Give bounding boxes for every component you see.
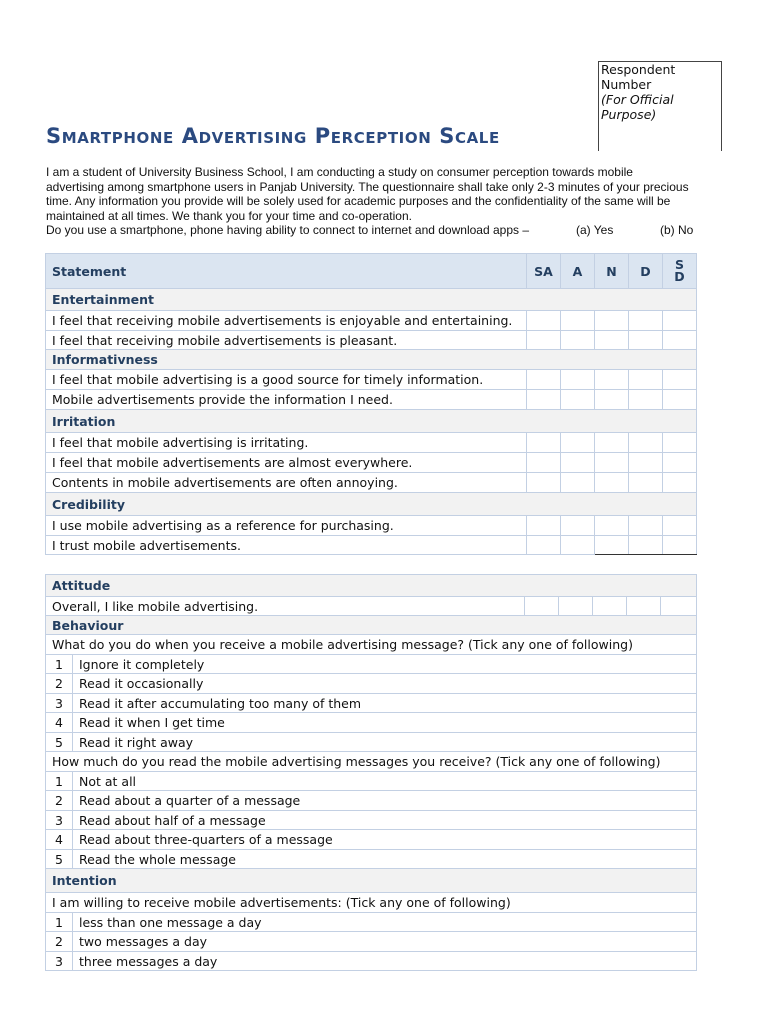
sa-cell[interactable] — [527, 536, 561, 555]
option-text: two messages a day — [73, 932, 697, 952]
sa-cell[interactable] — [527, 453, 561, 473]
section-row-intention — [46, 869, 697, 893]
option-text: Read the whole message — [73, 850, 697, 869]
n-cell[interactable] — [595, 433, 629, 453]
n-cell[interactable] — [595, 453, 629, 473]
option-number: 1 — [46, 772, 73, 791]
section-row-entertainment — [46, 289, 697, 311]
statement-text: I feel that receiving mobile advertisements is pleasant. — [46, 331, 527, 350]
n-cell[interactable] — [595, 516, 629, 536]
a-cell[interactable] — [561, 390, 595, 410]
table-row — [46, 453, 697, 473]
option-text: three messages a day — [73, 952, 697, 971]
table-row[interactable] — [46, 772, 697, 791]
n-cell[interactable] — [595, 370, 629, 390]
option-number: 5 — [46, 850, 73, 869]
statement-text: I feel that receiving mobile advertisements is enjoyable and entertaining. — [46, 311, 527, 331]
option-number: 4 — [46, 713, 73, 733]
question-text: How much do you read the mobile advertising messages you receive? (Tick any one of following) — [46, 752, 697, 772]
n-cell[interactable] — [595, 390, 629, 410]
option-text: Ignore it completely — [73, 655, 697, 674]
intro-line: time. Any information you provide will be solely used for academic purposes and the confidentiality of the same will be — [46, 194, 671, 209]
option-number: 3 — [46, 694, 73, 713]
table-row[interactable] — [46, 694, 697, 713]
table-row[interactable] — [46, 952, 697, 971]
section-title: Irritation — [46, 410, 697, 433]
d-cell[interactable] — [629, 536, 663, 555]
d-cell[interactable] — [629, 370, 663, 390]
a-cell[interactable] — [561, 516, 595, 536]
n-cell[interactable] — [595, 331, 629, 350]
d-cell[interactable] — [629, 473, 663, 493]
option-number: 2 — [46, 674, 73, 694]
option-text: Read about three-quarters of a message — [73, 830, 697, 850]
statement-text: I use mobile advertising as a reference for purchasing. — [46, 516, 527, 536]
sd-cell[interactable] — [663, 516, 697, 536]
page-title: Smartphone Advertising Perception Scale — [46, 124, 500, 148]
a-cell[interactable] — [561, 473, 595, 493]
option-number: 5 — [46, 733, 73, 752]
statement-text: I feel that mobile advertising is a good source for timely information. — [46, 370, 527, 390]
sa-cell[interactable] — [527, 473, 561, 493]
official-purpose-label: (For Official — [601, 92, 674, 107]
table-row[interactable] — [46, 850, 697, 869]
smartphone-question — [46, 223, 726, 238]
section-title: Informativness — [46, 350, 697, 370]
section-row-credibility — [46, 493, 697, 516]
d-cell[interactable] — [629, 311, 663, 331]
respondent-label: Respondent — [601, 62, 676, 77]
section-title: Intention — [46, 869, 697, 893]
d-cell[interactable] — [629, 331, 663, 350]
option-number: 4 — [46, 830, 73, 850]
number-label: Number — [601, 77, 652, 92]
option-number: 1 — [46, 655, 73, 674]
question-text: What do you do when you receive a mobile advertising message? (Tick any one of following) — [46, 635, 697, 655]
option-number: 3 — [46, 811, 73, 830]
section-row-irritation — [46, 410, 697, 433]
a-cell[interactable] — [561, 536, 595, 555]
d-header: D — [629, 254, 663, 289]
behaviour-table — [45, 574, 697, 971]
sa-cell[interactable] — [525, 597, 559, 616]
sa-cell[interactable] — [527, 370, 561, 390]
sa-cell[interactable] — [527, 390, 561, 410]
a-cell[interactable] — [561, 370, 595, 390]
option-text: Not at all — [73, 772, 697, 791]
table-row[interactable] — [46, 811, 697, 830]
question-text: I am willing to receive mobile advertisements: (Tick any one of following) — [46, 893, 697, 913]
option-text: Read it after accumulating too many of them — [73, 694, 697, 713]
intro-line: I am a student of University Business School, I am conducting a study on consumer perception towards mobile — [46, 165, 633, 179]
table-row — [46, 597, 697, 616]
no-option[interactable]: (b) No — [660, 223, 694, 238]
option-text: Read it right away — [73, 733, 697, 752]
option-text: Read it occasionally — [73, 674, 697, 694]
n-cell[interactable] — [593, 597, 627, 616]
table-row — [46, 390, 697, 410]
likert-table — [45, 253, 697, 555]
sd-cell[interactable] — [663, 536, 697, 555]
table-row[interactable] — [46, 733, 697, 752]
sd-cell[interactable] — [663, 473, 697, 493]
a-header: A — [561, 254, 595, 289]
yes-option[interactable]: (a) Yes — [576, 223, 614, 238]
respondent-number-box — [598, 61, 722, 151]
sd-cell[interactable] — [663, 390, 697, 410]
table-row[interactable] — [46, 655, 697, 674]
statement-text: Contents in mobile advertisements are often annoying. — [46, 473, 527, 493]
sa-cell[interactable] — [527, 433, 561, 453]
n-cell[interactable] — [595, 536, 629, 555]
section-title: Entertainment — [46, 289, 697, 311]
smartphone-question-text: Do you use a smartphone, phone having ability to connect to internet and download apps – — [46, 223, 529, 238]
d-cell[interactable] — [629, 433, 663, 453]
n-header: N — [595, 254, 629, 289]
table-row[interactable] — [46, 791, 697, 811]
a-cell[interactable] — [559, 597, 593, 616]
question-row — [46, 893, 697, 913]
d-cell[interactable] — [627, 597, 661, 616]
section-title: Credibility — [46, 493, 697, 516]
statement-text: I feel that mobile advertisements are almost everywhere. — [46, 453, 527, 473]
sd-cell[interactable] — [663, 453, 697, 473]
a-cell[interactable] — [561, 433, 595, 453]
table-row — [46, 370, 697, 390]
table-row[interactable] — [46, 674, 697, 694]
statement-header: Statement — [46, 254, 527, 289]
section-title: Behaviour — [46, 616, 697, 635]
table-row[interactable] — [46, 830, 697, 850]
n-cell[interactable] — [595, 311, 629, 331]
sa-cell[interactable] — [527, 331, 561, 350]
table-header-row — [46, 254, 697, 289]
table-row — [46, 433, 697, 453]
section-row-attitude — [46, 575, 697, 597]
intro-line: advertising among smartphone users in Panjab University. The questionnaire shall take only 2-3 minutes of your precious — [46, 179, 689, 194]
d-cell[interactable] — [629, 390, 663, 410]
intro-text — [46, 165, 726, 238]
option-text: Read about half of a message — [73, 811, 697, 830]
statement-text: Overall, I like mobile advertising. — [46, 597, 525, 616]
question-row — [46, 752, 697, 772]
option-text: Read it when I get time — [73, 713, 697, 733]
a-cell[interactable] — [561, 453, 595, 473]
d-cell[interactable] — [629, 516, 663, 536]
sa-header: SA — [527, 254, 561, 289]
d-cell[interactable] — [629, 453, 663, 473]
statement-text: Mobile advertisements provide the information I need. — [46, 390, 527, 410]
purpose-label: Purpose) — [601, 107, 657, 122]
a-cell[interactable] — [561, 331, 595, 350]
sd-cell[interactable] — [663, 370, 697, 390]
option-number: 3 — [46, 952, 73, 971]
statement-text: I feel that mobile advertising is irritating. — [46, 433, 527, 453]
table-row — [46, 331, 697, 350]
option-number: 2 — [46, 932, 73, 952]
option-number: 2 — [46, 791, 73, 811]
sd-cell[interactable] — [663, 433, 697, 453]
section-row-informativness — [46, 350, 697, 370]
table-row — [46, 311, 697, 331]
table-row[interactable] — [46, 932, 697, 952]
option-text: Read about a quarter of a message — [73, 791, 697, 811]
table-row[interactable] — [46, 713, 697, 733]
option-number: 1 — [46, 913, 73, 932]
question-row — [46, 635, 697, 655]
sa-cell[interactable] — [527, 516, 561, 536]
table-row — [46, 473, 697, 493]
statement-text: I trust mobile advertisements. — [46, 536, 527, 555]
section-title: Attitude — [46, 575, 697, 597]
n-cell[interactable] — [595, 473, 629, 493]
option-text: less than one message a day — [73, 913, 697, 932]
table-row[interactable] — [46, 913, 697, 932]
table-row — [46, 516, 697, 536]
sd-cell[interactable] — [661, 597, 697, 616]
a-cell[interactable] — [561, 311, 595, 331]
intro-line: maintained at all times. We thank you for your time and co-operation. — [46, 208, 412, 223]
sd-header: S D — [663, 254, 697, 289]
section-row-behaviour — [46, 616, 697, 635]
sd-cell[interactable] — [663, 331, 697, 350]
sa-cell[interactable] — [527, 311, 561, 331]
table-row — [46, 536, 697, 555]
sd-cell[interactable] — [663, 311, 697, 331]
